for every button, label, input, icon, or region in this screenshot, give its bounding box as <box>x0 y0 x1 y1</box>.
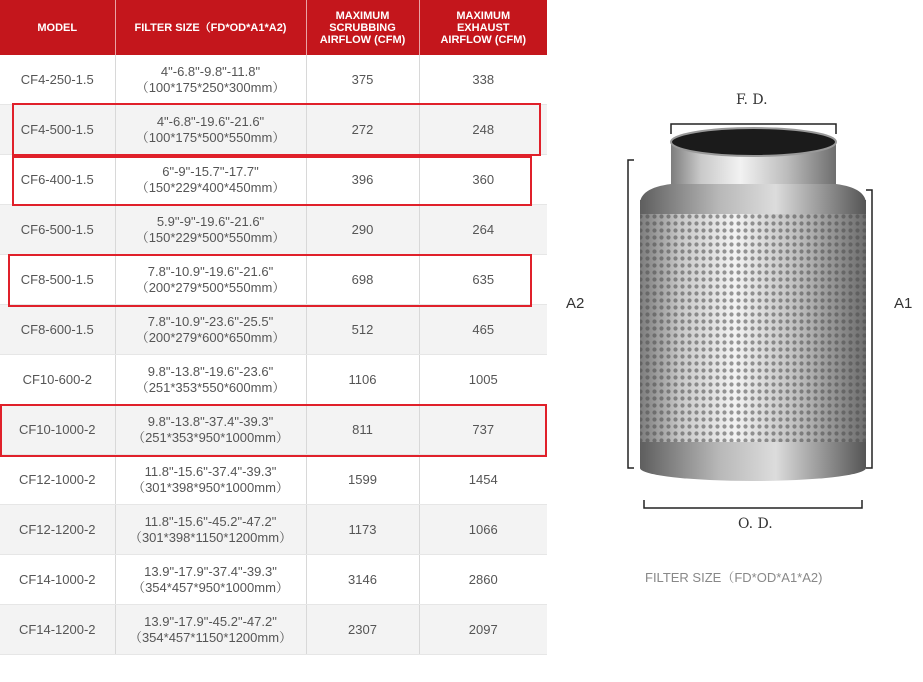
filter-size-mm: （354*457*1150*1200mm） <box>128 629 293 645</box>
exhaust-airflow-cell: 2860 <box>419 555 547 605</box>
exhaust-airflow-cell: 635 <box>419 255 547 305</box>
header-exhaust-line: EXHAUST <box>456 21 510 34</box>
a2-dimension-line <box>628 160 634 468</box>
model-cell: CF10-1000-2 <box>0 405 115 455</box>
scrubbing-airflow-cell: 3146 <box>306 555 419 605</box>
scrubbing-airflow-cell: 1106 <box>306 355 419 405</box>
header-scrubbing-line: AIRFLOW (CFM) <box>319 33 406 46</box>
filter-size-inches: 9.8"-13.8"-19.6"-23.6" <box>147 363 274 379</box>
fd-label: F. D. <box>736 92 768 108</box>
filter-size-mm: （301*398*1150*1200mm） <box>128 529 293 545</box>
filter-size-mm: （150*229*400*450mm） <box>135 179 286 195</box>
filter-size-inches: 7.8"-10.9"-19.6"-21.6" <box>147 263 274 279</box>
header-scrubbing <box>306 0 419 55</box>
filter-size-mm: （354*457*950*1000mm） <box>132 579 289 595</box>
filter-size-cell <box>115 205 306 255</box>
exhaust-airflow-cell: 2097 <box>419 605 547 655</box>
header-filter-size: FILTER SIZE（FD*OD*A1*A2) <box>115 0 306 55</box>
model-cell: CF12-1200-2 <box>0 505 115 555</box>
table-row <box>0 555 547 605</box>
table-row <box>0 205 547 255</box>
filter-size-inches: 7.8"-10.9"-23.6"-25.5" <box>147 313 274 329</box>
diagram-caption: FILTER SIZE（FD*OD*A1*A2) <box>645 570 823 585</box>
filter-size-mm: （200*279*500*550mm） <box>135 279 286 295</box>
filter-size-cell <box>115 105 306 155</box>
filter-size-inches: 6"-9"-15.7"-17.7" <box>162 163 259 179</box>
filter-size-cell <box>115 355 306 405</box>
table-row <box>0 405 547 455</box>
filter-size-inches: 13.9"-17.9"-37.4"-39.3" <box>144 563 277 579</box>
model-cell: CF6-500-1.5 <box>0 205 115 255</box>
filter-size-cell <box>115 405 306 455</box>
scrubbing-airflow-cell: 1599 <box>306 455 419 505</box>
filter-size-cell <box>115 605 306 655</box>
filter-size-mm: （251*353*950*1000mm） <box>132 429 289 445</box>
filter-size-mm: （251*353*550*600mm） <box>135 379 286 395</box>
scrubbing-airflow-cell: 272 <box>306 105 419 155</box>
header-model: MODEL <box>0 0 115 55</box>
filter-size-cell <box>115 555 306 605</box>
table-row <box>0 105 547 155</box>
a1-dimension-line <box>866 190 872 468</box>
table-row <box>0 355 547 405</box>
scrubbing-airflow-cell: 290 <box>306 205 419 255</box>
filter-size-mm: （150*229*500*550mm） <box>135 229 286 245</box>
scrubbing-airflow-cell: 2307 <box>306 605 419 655</box>
table-row <box>0 55 547 105</box>
filter-size-cell <box>115 55 306 105</box>
model-cell: CF10-600-2 <box>0 355 115 405</box>
exhaust-airflow-cell: 248 <box>419 105 547 155</box>
filter-size-cell <box>115 505 306 555</box>
scrubbing-airflow-cell: 811 <box>306 405 419 455</box>
exhaust-airflow-cell: 465 <box>419 305 547 355</box>
filter-size-mm: （100*175*250*300mm） <box>135 79 286 95</box>
filter-diagram <box>560 80 923 540</box>
scrubbing-airflow-cell: 1173 <box>306 505 419 555</box>
scrubbing-airflow-cell: 512 <box>306 305 419 355</box>
model-cell: CF6-400-1.5 <box>0 155 115 205</box>
exhaust-airflow-cell: 264 <box>419 205 547 255</box>
od-label: O. D. <box>738 516 773 532</box>
filter-size-mm: （301*398*950*1000mm） <box>132 479 289 495</box>
filter-size-mm: （100*175*500*550mm） <box>135 129 286 145</box>
filter-size-inches: 13.9"-17.9"-45.2"-47.2" <box>144 613 277 629</box>
model-cell: CF8-600-1.5 <box>0 305 115 355</box>
model-cell: CF14-1200-2 <box>0 605 115 655</box>
filter-size-inches: 4"-6.8"-9.8"-11.8" <box>160 63 261 79</box>
filter-size-cell <box>115 455 306 505</box>
exhaust-airflow-cell: 1454 <box>419 455 547 505</box>
filter-size-cell <box>115 255 306 305</box>
header-scrubbing-line: MAXIMUM <box>335 9 390 22</box>
table-row <box>0 605 547 655</box>
scrubbing-airflow-cell: 375 <box>306 55 419 105</box>
table-row <box>0 155 547 205</box>
exhaust-airflow-cell: 1005 <box>419 355 547 405</box>
filter-size-cell <box>115 155 306 205</box>
exhaust-airflow-cell: 338 <box>419 55 547 105</box>
table-header-row <box>0 0 547 55</box>
model-cell: CF14-1000-2 <box>0 555 115 605</box>
header-scrubbing-line: SCRUBBING <box>329 21 396 34</box>
model-cell: CF4-500-1.5 <box>0 105 115 155</box>
filter-size-inches: 9.8"-13.8"-37.4"-39.3" <box>147 413 274 429</box>
a2-label: A2 <box>566 295 585 312</box>
header-exhaust-line: AIRFLOW (CFM) <box>440 33 527 46</box>
model-cell: CF12-1000-2 <box>0 455 115 505</box>
od-dimension-line <box>644 500 862 508</box>
carbon-filter-illustration <box>560 80 923 540</box>
exhaust-airflow-cell: 360 <box>419 155 547 205</box>
scrubbing-airflow-cell: 396 <box>306 155 419 205</box>
filter-size-inches: 4"-6.8"-19.6"-21.6" <box>156 113 265 129</box>
table-body <box>0 55 547 655</box>
table-row <box>0 305 547 355</box>
filter-size-cell <box>115 305 306 355</box>
table-row <box>0 255 547 305</box>
filter-size-inches: 11.8"-15.6"-37.4"-39.3" <box>144 463 277 479</box>
model-cell: CF4-250-1.5 <box>0 55 115 105</box>
model-cell: CF8-500-1.5 <box>0 255 115 305</box>
header-exhaust <box>419 0 547 55</box>
scrubbing-airflow-cell: 698 <box>306 255 419 305</box>
header-exhaust-line: MAXIMUM <box>456 9 511 22</box>
table-row <box>0 455 547 505</box>
table-row <box>0 505 547 555</box>
filter-size-mm: （200*279*600*650mm） <box>135 329 286 345</box>
a1-label: A1 <box>894 295 913 312</box>
exhaust-airflow-cell: 1066 <box>419 505 547 555</box>
filter-size-inches: 5.9"-9"-19.6"-21.6" <box>156 213 265 229</box>
filter-size-inches: 11.8"-15.6"-45.2"-47.2" <box>144 513 277 529</box>
exhaust-airflow-cell: 737 <box>419 405 547 455</box>
